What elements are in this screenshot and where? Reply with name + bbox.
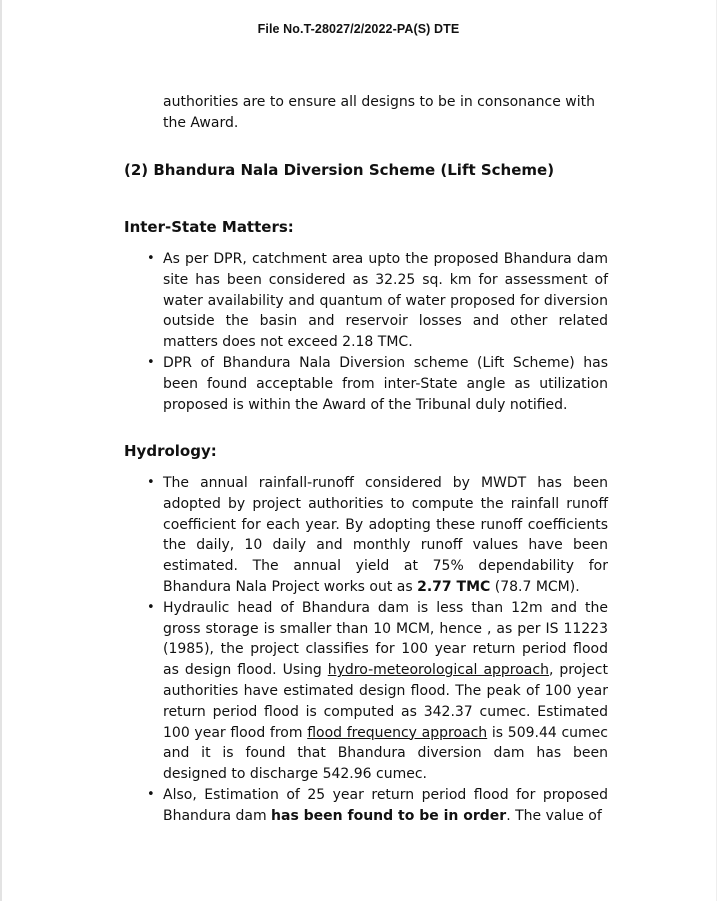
inter-state-list xyxy=(147,249,608,415)
list-item-text: . The value of xyxy=(506,807,602,824)
list-item-text: Hydraulic head of Bhandura dam is less than 12m and the gross storage is smaller than 10 MCM, hence , as per IS 11223 (1985), the project classifies for 100 year return period flood as design flood. Using xyxy=(163,599,608,679)
file-number-header: File No.T-28027/2/2022-PA(S) DTE xyxy=(257,22,460,36)
bullet-icon: • xyxy=(147,599,155,615)
list-item xyxy=(147,598,608,785)
list-item xyxy=(147,249,608,353)
page-left-edge xyxy=(0,0,2,901)
flood-frequency-link[interactable]: flood frequency approach xyxy=(307,724,488,741)
section-title: (2) Bhandura Nala Diversion Scheme (Lift Scheme) xyxy=(124,161,555,179)
intro-paragraph: authorities are to ensure all designs to be in consonance with the Award. xyxy=(163,94,595,131)
list-item-text: DPR of Bhandura Nala Diversion scheme (Lift Scheme) has been found acceptable from inter-State angle as utilization proposed is within the Award of the Tribunal duly notified. xyxy=(163,354,608,413)
bullet-icon: • xyxy=(147,354,155,370)
inter-state-heading: Inter-State Matters: xyxy=(124,218,294,236)
list-item-text: , project authorities have estimated design flood. The peak of 100 year return period flood is computed as 342.37 cumec. Estimated 100 year flood from xyxy=(163,662,608,741)
hydrology-heading: Hydrology: xyxy=(124,442,217,460)
list-item-text: As per DPR, catchment area upto the proposed Bhandura dam site has been considered as 32.25 sq. km for assessment of water availability and quantum of water proposed for diversion outside the basin and reservoir losses and other related matters does not exceed 2.18 TMC. xyxy=(163,251,608,351)
bullet-icon: • xyxy=(147,251,155,266)
list-item xyxy=(147,473,608,598)
annual-yield-value: 2.77 TMC xyxy=(417,578,491,595)
hydrology-list xyxy=(147,473,608,827)
list-item-text: is 509.44 cumec and it is found that Bhandura diversion dam has been designed to discharge 542.96 cumec. xyxy=(163,724,608,783)
list-item-text: Also, Estimation of 25 year return period flood for proposed Bhandura dam xyxy=(163,786,608,824)
list-item-text: (78.7 MCM). xyxy=(490,578,580,595)
hydro-meteorological-link[interactable]: hydro-meteorological approach xyxy=(327,662,549,679)
list-item xyxy=(147,353,608,415)
list-item xyxy=(147,785,608,827)
list-item-text: The annual rainfall-runoff considered by MWDT has been adopted by project authorities to compute the rainfall runoff coefficient for each year. By adopting these runoff coefficients the daily, 10 daily and monthly runoff values have been estimated. The annual yield at 75% dependability for Bhandura Nala Project works out as xyxy=(163,475,608,595)
in-order-emphasis: has been found to be in order xyxy=(271,807,507,824)
bullet-icon: • xyxy=(147,475,155,490)
bullet-icon: • xyxy=(147,786,155,802)
